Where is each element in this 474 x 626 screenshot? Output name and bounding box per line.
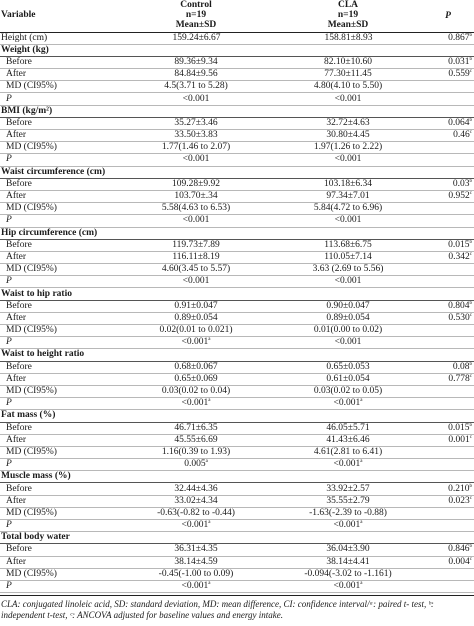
header-p: P: [445, 10, 451, 21]
table-row: [0, 117, 474, 129]
p-value: [422, 337, 474, 349]
control-value: 0.02(0.01 to 0.021): [118, 325, 274, 337]
table-row: [0, 483, 474, 495]
control-value: 33.02±4.34: [118, 495, 274, 507]
cla-value: <0.001: [274, 215, 422, 227]
p-value: 0.867$^b$: [422, 32, 474, 44]
table-row: [0, 446, 474, 458]
header-variable: Variable: [1, 10, 36, 20]
table-row: [0, 580, 474, 592]
row-label: Before: [0, 483, 118, 495]
p-value: 0.210$^b$: [422, 483, 474, 495]
cla-value: 36.04±3.90: [274, 544, 422, 556]
table-row: [0, 373, 474, 385]
row-label: Before: [0, 239, 118, 251]
group-header-row: [0, 471, 474, 483]
table-footnote: CLA: conjugated linoleic acid, SD: standard deviation, MD: mean difference, CI: confidence interval/ᵃ: paired t- test, ᵇ: independent t-test, ᶜ: ANCOVA adjusted for baseline values and energy intake.: [0, 595, 474, 621]
cla-value: <0.001$^a$: [274, 520, 422, 532]
table-row: [0, 300, 474, 312]
table-row: [0, 190, 474, 202]
p-value: 0.015$^b$: [422, 422, 474, 434]
control-value: 38.14±4.59: [118, 556, 274, 568]
row-label: After: [0, 69, 118, 81]
header-cla-stat: Mean±SD: [327, 20, 369, 30]
control-value: 84.84±9.56: [118, 69, 274, 81]
row-label: P: [0, 93, 118, 105]
cla-value: 3.63 (2.69 to 5.56): [274, 264, 422, 276]
header-control: [118, 0, 274, 32]
control-value: -0.45(-1.00 to 0.09): [118, 568, 274, 580]
table-row: [0, 495, 474, 507]
p-value: [422, 507, 474, 519]
control-value: <0.001: [118, 215, 274, 227]
row-label: MD (CI95%): [0, 142, 118, 154]
row-label: MD (CI95%): [0, 203, 118, 215]
group-header-row: [0, 44, 474, 56]
cla-value: -1.63(-2.39 to -0.88): [274, 507, 422, 519]
header-control-n: n=19: [185, 10, 207, 20]
control-value: 103.70±.34: [118, 190, 274, 202]
control-value: <0.001$^a$: [118, 580, 274, 592]
row-label: MD (CI95%): [0, 385, 118, 397]
control-value: 159.24±6.67: [118, 32, 274, 44]
cla-value: 35.55±2.79: [274, 495, 422, 507]
row-label: Before: [0, 56, 118, 68]
control-value: 119.73±7.89: [118, 239, 274, 251]
group-header-row: [0, 166, 474, 178]
control-value: 0.91±0.047: [118, 300, 274, 312]
table-row: [0, 93, 474, 105]
control-value: 4.5(3.71 to 5.28): [118, 81, 274, 93]
row-label: After: [0, 373, 118, 385]
table-row: [0, 361, 474, 373]
p-value: 0.804$^b$: [422, 300, 474, 312]
cla-value: 158.81±8.93: [274, 32, 422, 44]
p-value: 0.001$^c$: [422, 434, 474, 446]
cla-value: 0.61±0.054: [274, 373, 422, 385]
table-row: [0, 520, 474, 532]
cla-value: <0.001: [274, 276, 422, 288]
table-row: [0, 434, 474, 446]
cla-value: 113.68±6.75: [274, 239, 422, 251]
control-value: 109.28±9.92: [118, 178, 274, 190]
control-value: 0.005$^a$: [118, 459, 274, 471]
group-title: Waist circumference (cm): [0, 166, 474, 178]
table-row: [0, 251, 474, 263]
control-value: 33.50±3.83: [118, 130, 274, 142]
p-value: [422, 398, 474, 410]
control-value: <0.001: [118, 154, 274, 166]
cla-value: <0.001: [274, 93, 422, 105]
p-value: 0.004$^c$: [422, 556, 474, 568]
group-title: Weight (kg): [0, 44, 474, 56]
group-title: Fat mass (%): [0, 410, 474, 422]
p-value: [422, 520, 474, 532]
row-label: After: [0, 130, 118, 142]
row-label: Before: [0, 178, 118, 190]
p-value: [422, 215, 474, 227]
row-label: P: [0, 154, 118, 166]
cla-value: <0.001: [274, 154, 422, 166]
table-row: [0, 398, 474, 410]
row-label: Before: [0, 544, 118, 556]
header-cla-name: CLA: [337, 0, 359, 10]
control-value: <0.001$^a$: [118, 520, 274, 532]
table-row: [0, 544, 474, 556]
control-value: -0.63(-0.82 to -0.44): [118, 507, 274, 519]
cla-value: 38.14±4.41: [274, 556, 422, 568]
row-label: P: [0, 276, 118, 288]
row-label: Before: [0, 422, 118, 434]
cla-value: 82.10±10.60: [274, 56, 422, 68]
row-label: Before: [0, 300, 118, 312]
p-value: 0.46$^c$: [422, 130, 474, 142]
p-value: 0.023$^c$: [422, 495, 474, 507]
table-row: [0, 568, 474, 580]
row-label: After: [0, 251, 118, 263]
row-label: After: [0, 434, 118, 446]
control-value: 45.55±6.69: [118, 434, 274, 446]
cla-value: 97.34±7.01: [274, 190, 422, 202]
table-row: [0, 142, 474, 154]
cla-value: <0.001$^a$: [274, 459, 422, 471]
cla-value: 33.92±2.57: [274, 483, 422, 495]
table-row: [0, 312, 474, 324]
group-title: BMI (kg/m²): [0, 105, 474, 117]
p-value: 0.778$^c$: [422, 373, 474, 385]
row-label: MD (CI95%): [0, 568, 118, 580]
row-label: MD (CI95%): [0, 325, 118, 337]
row-label: P: [0, 520, 118, 532]
p-value: [422, 580, 474, 592]
row-label: MD (CI95%): [0, 446, 118, 458]
cla-value: <0.001$^a$: [274, 398, 422, 410]
p-value: [422, 276, 474, 288]
table-row: [0, 507, 474, 519]
cla-value: 1.97(1.26 to 2.22): [274, 142, 422, 154]
p-value: 0.064$^b$: [422, 117, 474, 129]
row-label: P: [0, 398, 118, 410]
control-value: 0.68±0.067: [118, 361, 274, 373]
p-value: 0.031$^b$: [422, 56, 474, 68]
cla-value: 0.89±0.054: [274, 312, 422, 324]
control-value: <0.001: [118, 276, 274, 288]
control-value: 36.31±4.35: [118, 544, 274, 556]
p-value: [422, 203, 474, 215]
group-title: Muscle mass (%): [0, 471, 474, 483]
p-value: 0.03$^b$: [422, 178, 474, 190]
cla-value: 110.05±7.14: [274, 251, 422, 263]
header-cla-n: n=19: [337, 10, 359, 20]
table-row: [0, 154, 474, 166]
p-value: 0.08$^b$: [422, 361, 474, 373]
row-label: MD (CI95%): [0, 81, 118, 93]
group-header-row: [0, 410, 474, 422]
p-value: 0.952$^c$: [422, 190, 474, 202]
table-row: [0, 130, 474, 142]
cla-value: 0.03(0.02 to 0.05): [274, 385, 422, 397]
control-value: 4.60(3.45 to 5.57): [118, 264, 274, 276]
control-value: 5.58(4.63 to 6.53): [118, 203, 274, 215]
row-label: P: [0, 580, 118, 592]
row-label: After: [0, 190, 118, 202]
group-header-row: [0, 227, 474, 239]
table-row: [0, 203, 474, 215]
table-row: [0, 385, 474, 397]
cla-value: 46.05±5.71: [274, 422, 422, 434]
cla-value: 4.80(4.10 to 5.50): [274, 81, 422, 93]
group-header-row: [0, 105, 474, 117]
p-value: 0.559$^c$: [422, 69, 474, 81]
p-value: [422, 325, 474, 337]
cla-value: 103.18±6.34: [274, 178, 422, 190]
cla-value: 30.80±4.45: [274, 130, 422, 142]
table-body: [0, 32, 474, 593]
table-row: [0, 422, 474, 434]
p-value: 0.342$^c$: [422, 251, 474, 263]
row-label: Height (cm): [0, 32, 118, 44]
control-value: <0.001$^a$: [118, 337, 274, 349]
header-cla: [274, 0, 422, 32]
cla-value: 5.84(4.72 to 6.96): [274, 203, 422, 215]
table-row-height: [0, 32, 474, 44]
group-title: Total body water: [0, 532, 474, 544]
row-label: P: [0, 459, 118, 471]
control-value: 46.71±6.35: [118, 422, 274, 434]
cla-value: 0.90±0.047: [274, 300, 422, 312]
cla-value: <0.001: [274, 337, 422, 349]
p-value: [422, 459, 474, 471]
control-value: 32.44±4.36: [118, 483, 274, 495]
cla-value: 0.01(0.00 to 0.02): [274, 325, 422, 337]
p-value: 0.530$^c$: [422, 312, 474, 324]
table-row: [0, 81, 474, 93]
row-label: Before: [0, 117, 118, 129]
group-title: Waist to height ratio: [0, 349, 474, 361]
group-header-row: [0, 349, 474, 361]
p-value: [422, 385, 474, 397]
row-label: After: [0, 312, 118, 324]
p-value: [422, 81, 474, 93]
cla-value: 0.65±0.053: [274, 361, 422, 373]
control-value: 1.16(0.39 to 1.93): [118, 446, 274, 458]
table-row: [0, 69, 474, 81]
table-row: [0, 264, 474, 276]
control-value: <0.001: [118, 93, 274, 105]
control-value: 35.27±3.46: [118, 117, 274, 129]
table-row: [0, 56, 474, 68]
row-label: P: [0, 215, 118, 227]
table-row: [0, 337, 474, 349]
table-row: [0, 556, 474, 568]
p-value: [422, 154, 474, 166]
control-value: 0.89±0.054: [118, 312, 274, 324]
cla-value: <0.001$^a$: [274, 580, 422, 592]
group-header-row: [0, 532, 474, 544]
header-control-name: Control: [180, 0, 212, 10]
p-value: [422, 446, 474, 458]
cla-value: 4.61(2.81 to 6.41): [274, 446, 422, 458]
row-label: After: [0, 495, 118, 507]
control-value: 1.77(1.46 to 2.07): [118, 142, 274, 154]
row-label: MD (CI95%): [0, 264, 118, 276]
table-row: [0, 459, 474, 471]
table-row: [0, 178, 474, 190]
table-row: [0, 239, 474, 251]
table-header-row: [0, 0, 474, 32]
group-title: Hip circumference (cm): [0, 227, 474, 239]
p-value: [422, 568, 474, 580]
table-row: [0, 215, 474, 227]
header-control-stat: Mean±SD: [175, 20, 217, 30]
p-value: [422, 264, 474, 276]
table-row: [0, 325, 474, 337]
cla-value: -0.094(-3.02 to -1.161): [274, 568, 422, 580]
control-value: 89.36±9.34: [118, 56, 274, 68]
row-label: After: [0, 556, 118, 568]
p-value: [422, 142, 474, 154]
table-row: [0, 276, 474, 288]
cla-value: 77.30±11.45: [274, 69, 422, 81]
p-value: [422, 93, 474, 105]
control-value: 0.03(0.02 to 0.04): [118, 385, 274, 397]
cla-value: 41.43±6.46: [274, 434, 422, 446]
group-header-row: [0, 288, 474, 300]
control-value: 0.65±0.069: [118, 373, 274, 385]
cla-value: 32.72±4.63: [274, 117, 422, 129]
row-label: Before: [0, 361, 118, 373]
row-label: MD (CI95%): [0, 507, 118, 519]
group-title: Waist to hip ratio: [0, 288, 474, 300]
control-value: 116.11±8.19: [118, 251, 274, 263]
row-label: P: [0, 337, 118, 349]
p-value: 0.015$^b$: [422, 239, 474, 251]
control-value: <0.001$^a$: [118, 398, 274, 410]
p-value: 0.846$^b$: [422, 544, 474, 556]
